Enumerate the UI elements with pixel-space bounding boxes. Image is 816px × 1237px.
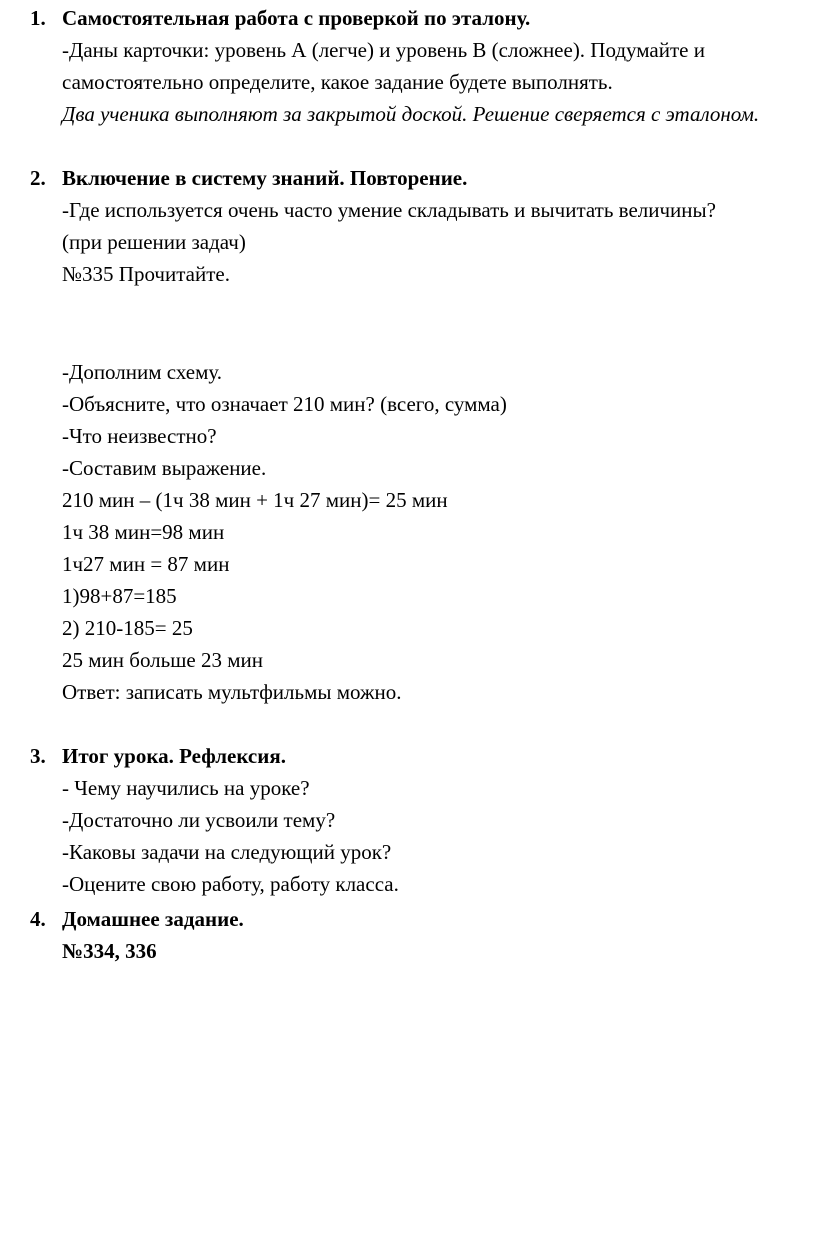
paragraph: -Дополним схему.	[62, 360, 223, 384]
section-number: 1.	[30, 6, 46, 30]
section-title: Итог урока. Рефлексия.	[62, 744, 286, 768]
math-expression: 1ч27 мин = 87 мин	[62, 552, 230, 576]
answer: Ответ: записать мультфильмы можно.	[62, 680, 402, 704]
paragraph: -Оцените свою работу, работу класса.	[62, 872, 399, 896]
section-3	[0, 740, 816, 900]
paragraph: 25 мин больше 23 мин	[62, 648, 263, 672]
section-title: Включение в систему знаний. Повторение.	[62, 166, 468, 190]
paragraph: -Где используется очень часто умение складывать и вычитать величины? (при решении задач)	[62, 198, 716, 254]
math-expression: 1ч 38 мин=98 мин	[62, 520, 225, 544]
paragraph: -Что неизвестно?	[62, 424, 217, 448]
paragraph: №335 Прочитайте.	[62, 262, 230, 286]
paragraph: -Каковы задачи на следующий урок?	[62, 840, 392, 864]
paragraph: -Достаточно ли усвоили тему?	[62, 808, 336, 832]
math-expression: 210 мин – (1ч 38 мин + 1ч 27 мин)= 25 мин	[62, 488, 448, 512]
section-number: 3.	[30, 744, 46, 768]
paragraph: -Объясните, что означает 210 мин? (всего, сумма)	[62, 392, 507, 416]
section-number: 2.	[30, 166, 46, 190]
section-title: Домашнее задание.	[62, 907, 244, 931]
math-expression: 1)98+87=185	[62, 584, 177, 608]
italic-paragraph: Два ученика выполняют за закрытой доской. Решение сверяется с эталоном.	[62, 102, 760, 126]
section-1	[0, 2, 816, 130]
math-expression: 2) 210-185= 25	[62, 616, 193, 640]
section-4	[0, 903, 816, 967]
homework-numbers: №334, 336	[62, 939, 157, 963]
section-2	[0, 162, 816, 290]
section-title: Самостоятельная работа с проверкой по эталону.	[62, 6, 531, 30]
paragraph: -Составим выражение.	[62, 456, 267, 480]
paragraph: - Чему научились на уроке?	[62, 776, 310, 800]
paragraph: -Даны карточки: уровень А (легче) и уровень В (сложнее). Подумайте и самостоятельно определите, какое задание будете выполнять.	[62, 38, 705, 94]
section-number: 4.	[30, 907, 46, 931]
section-2-continued	[0, 356, 816, 708]
